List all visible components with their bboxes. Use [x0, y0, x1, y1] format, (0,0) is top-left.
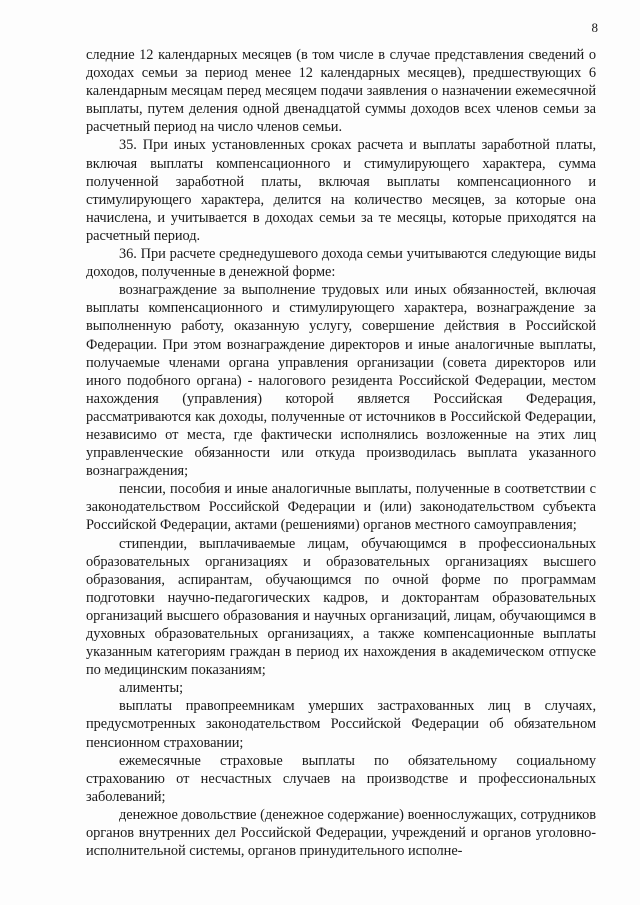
- list-item-insurance-payments: ежемесячные страховые выплаты по обязательному социальному страхованию от несчастных случаев на производстве и профессиональных заболеваний;: [86, 752, 596, 805]
- list-item-stipends: стипендии, выплачиваемые лицам, обучающимся в профессиональных образовательных организациях и образовательных организациях высшего образования, аспирантам, обучающимся по очной форме по программам подготовки научно-педагогических кадров, и докторантам образовательных организаций высшего образования и научных организаций, лицам, обучающимся в духовных образовательных организациях, а также компенсационные выплаты указанным категориям граждан в период их нахождения в академическом отпуске по медицинским показаниям;: [86, 535, 596, 679]
- list-item-remuneration: вознаграждение за выполнение трудовых или иных обязанностей, включая выплаты компенсационного и стимулирующего характера, вознаграждение за выполненную работу, оказанную услугу, совершение действия в Российской Федерации. При этом вознаграждение директоров и иные аналогичные выплаты, получаемые членами органа управления организации (совета директоров или иного подобного органа) - налогового резидента Российской Федерации, местом нахождения (управления) которой является Российская Федерация, рассматриваются как доходы, полученные от источников в Российской Федерации, независимо от места, где фактически исполнялись возложенные на этих лиц управленческие обязанности или откуда производилась выплата указанного вознаграждения;: [86, 282, 596, 480]
- paragraph-continuation: следние 12 календарных месяцев (в том числе в случае представления сведений о доходах семьи за период менее 12 календарных месяцев), предшествующих 6 календарным месяцам перед месяцем подачи заявления о назначении ежемесячной выплаты, путем деления одной двенадцатой суммы доходов всех членов семьи за расчетный период на число членов семьи.: [86, 47, 596, 136]
- list-item-pensions: пенсии, пособия и иные аналогичные выплаты, полученные в соответствии с законодательством Российской Федерации и (или) законодательством субъекта Российской Федерации, актами (решениями) органов местного самоуправления;: [86, 481, 596, 534]
- page-number: 8: [591, 20, 598, 35]
- list-item-military-allowance: денежное довольствие (денежное содержание) военнослужащих, сотрудников органов внутренних дел Российской Федерации, учреждений и органов уголовно-исполнительной системы, органов принудительного исполне-: [86, 806, 596, 860]
- list-item-alimony: алименты;: [119, 680, 184, 697]
- paragraph-36: 36. При расчете среднедушевого дохода семьи учитываются следующие виды доходов, полученные в денежной форме:: [86, 246, 596, 281]
- paragraph-35: 35. При иных установленных сроках расчета и выплаты заработной платы, включая выплаты компенсационного и стимулирующего характера, сумма полученной заработной платы, включая выплаты компенсационного и стимулирующего характера, делится на количество месяцев, за которые она начислена, и учитывается в доходах семьи за те месяцы, которые приходятся на расчетный период.: [86, 137, 596, 244]
- document-body: [86, 46, 596, 860]
- list-item-successor-payments: выплаты правопреемникам умерших застрахованных лиц в случаях, предусмотренных законодательством Российской Федерации об обязательном пенсионном страховании;: [86, 698, 596, 751]
